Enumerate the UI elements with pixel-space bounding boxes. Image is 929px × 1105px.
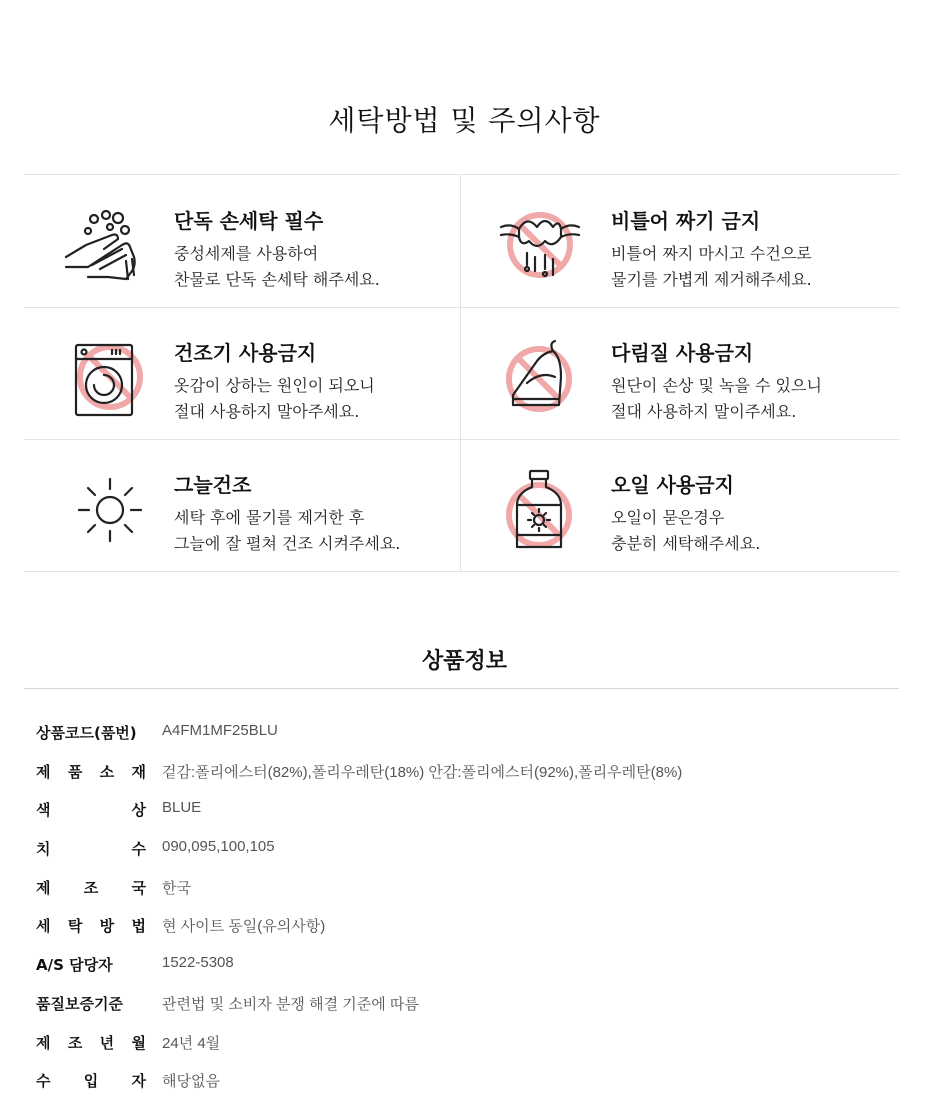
sun-icon — [60, 469, 146, 555]
care-item-description: 세탁 후에 물기를 제거한 후 그늘에 잘 펼쳐 건조 시켜주세요. — [174, 508, 401, 553]
care-item-no-iron — [461, 307, 898, 439]
product-info-row — [36, 950, 896, 989]
no-dryer-icon — [60, 337, 146, 423]
care-item-no-oil — [461, 439, 898, 571]
care-item-description: 옷감이 상하는 원인이 되오니 절대 사용하지 말아주세요. — [174, 376, 375, 421]
product-info-value: 090,095,100,105 — [162, 838, 275, 856]
care-item-no-wringing — [461, 175, 898, 307]
product-info-value: 관련법 및 소비자 분쟁 해결 기준에 따름 — [162, 995, 419, 1013]
care-item-title: 건조기 사용금지 — [174, 341, 317, 365]
product-info-label: 색 상 — [36, 801, 146, 820]
product-info-row — [36, 834, 896, 873]
care-item-title: 그늘건조 — [174, 473, 252, 497]
product-info-value: BLUE — [162, 799, 202, 817]
product-info-label: 제 품 소 재 — [36, 762, 146, 781]
product-info-row — [36, 911, 896, 950]
product-info-label: 제 조 년 월 — [36, 1033, 146, 1052]
product-info-value: A4FM1MF25BLU — [162, 722, 278, 739]
care-grid — [24, 174, 899, 572]
product-info-divider — [24, 688, 899, 689]
care-item-title: 오일 사용금지 — [611, 473, 734, 497]
product-info-label: A/S 담당자 — [36, 956, 113, 975]
product-info-row — [36, 1066, 896, 1105]
care-item-title: 단독 손세탁 필수 — [174, 209, 324, 233]
product-info-row — [36, 873, 896, 912]
product-info-label: 수 입 자 — [36, 1072, 146, 1091]
product-info-row — [36, 989, 896, 1028]
hand-wash-icon — [60, 205, 146, 291]
product-info-label: 치 수 — [36, 840, 146, 859]
product-info-value: 현 사이트 동일(유의사항) — [162, 918, 326, 936]
care-item-description: 원단이 손상 및 녹을 수 있으니 절대 사용하지 말이주세요. — [611, 376, 822, 421]
no-iron-icon — [497, 337, 583, 423]
product-info-value: 24년 4월 — [162, 1034, 221, 1052]
product-info-value: 한국 — [162, 879, 191, 897]
product-info-value: 1522-5308 — [162, 954, 234, 972]
product-info-row — [36, 718, 896, 757]
care-item-title: 다림질 사용금지 — [611, 341, 754, 365]
care-item-description: 중성세제를 사용하여 찬물로 단독 손세탁 해주세요. — [174, 244, 380, 289]
product-info-label: 제 조 국 — [36, 878, 146, 897]
product-info-row — [36, 757, 896, 796]
product-info-value: 겉감:폴리에스터(82%),폴리우레탄(18%) 안감:폴리에스터(92%),폴리우레탄(8%) — [162, 763, 683, 781]
product-info-value: 해당없음 — [162, 1073, 220, 1091]
product-info-row — [36, 1028, 896, 1067]
care-item-shade-dry — [24, 439, 461, 571]
care-item-title: 비틀어 짜기 금지 — [611, 209, 761, 233]
care-item-description: 비틀어 짜지 마시고 수건으로 물기를 가볍게 제거해주세요. — [611, 244, 812, 289]
product-info-label: 세 탁 방 법 — [36, 917, 146, 936]
product-info-table — [36, 718, 896, 1105]
no-wringing-icon — [497, 205, 583, 291]
care-item-description: 오일이 묻은경우 충분히 세탁해주세요. — [611, 508, 761, 553]
product-info-label: 품질보증기준 — [36, 994, 123, 1013]
product-info-label: 상품코드(품번) — [36, 724, 137, 742]
product-info-row — [36, 795, 896, 834]
care-section-title: 세탁방법 및 주의사항 — [328, 103, 601, 137]
care-item-no-dryer — [24, 307, 461, 439]
no-oil-icon — [497, 469, 583, 555]
care-item-hand-wash — [24, 175, 461, 307]
product-info-title: 상품정보 — [421, 649, 507, 675]
